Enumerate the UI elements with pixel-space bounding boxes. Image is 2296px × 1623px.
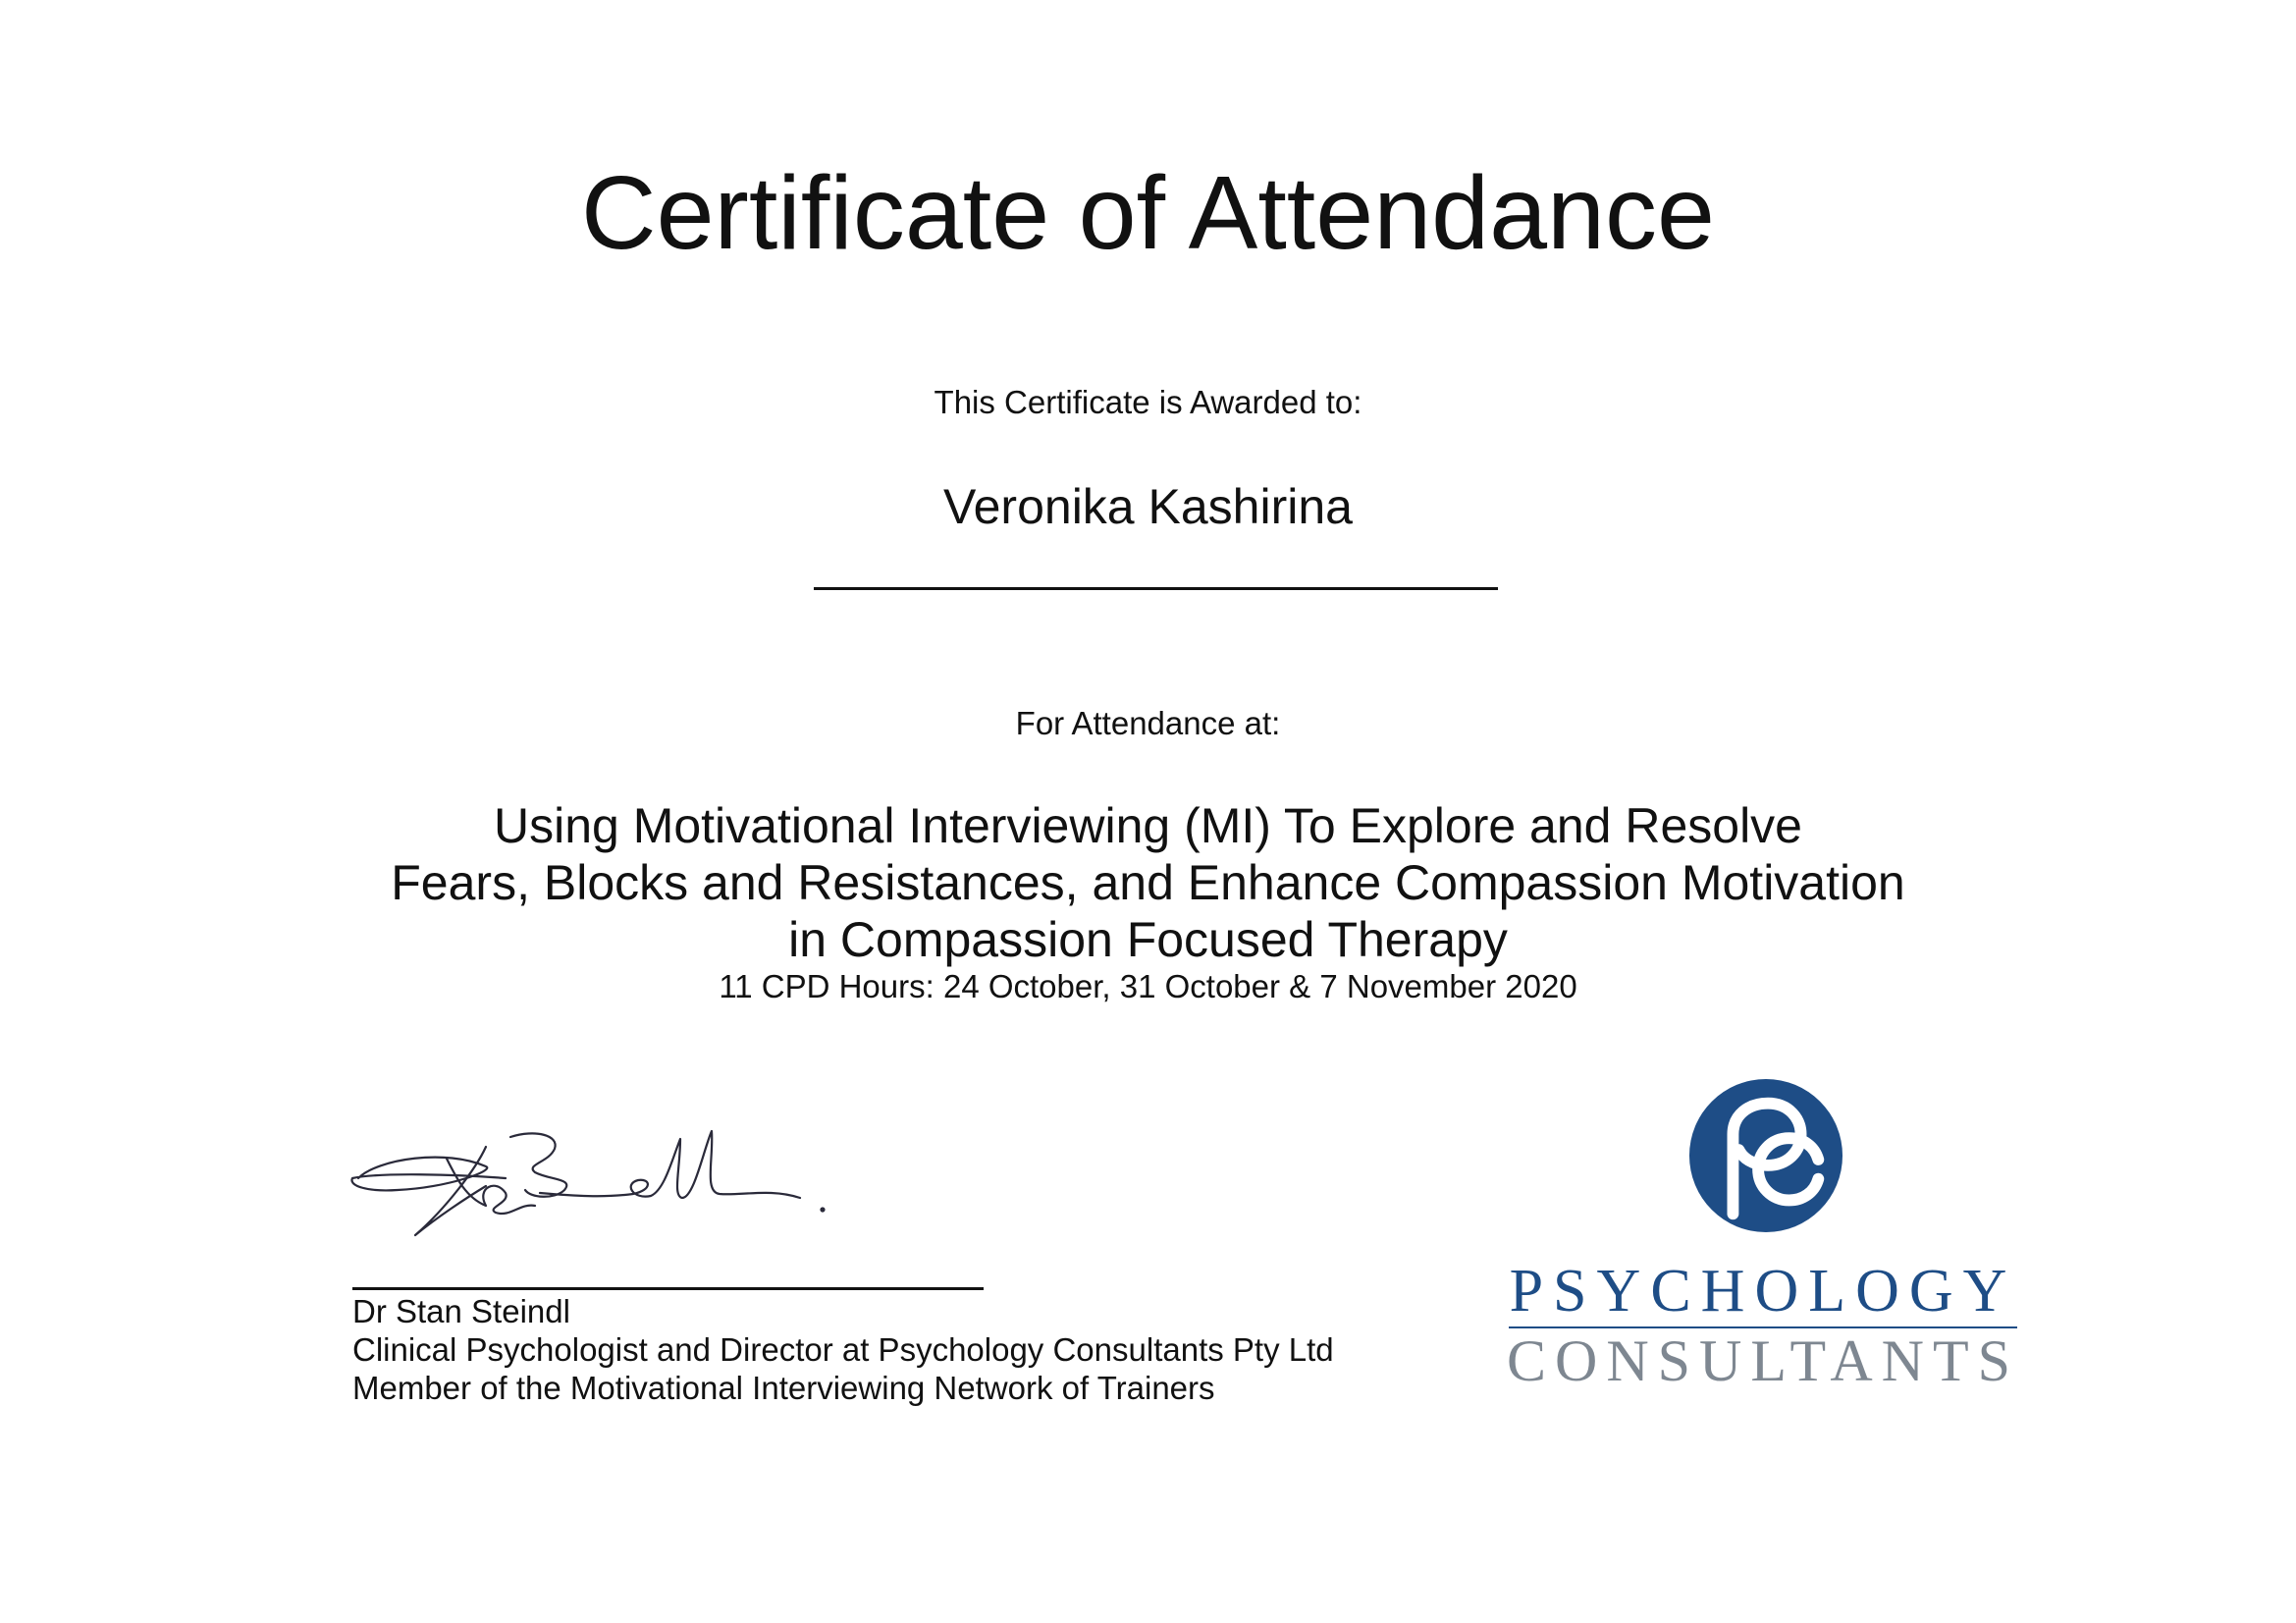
signatory-role: Clinical Psychologist and Director at Psychology Consultants Pty Ltd	[352, 1331, 1334, 1368]
signatory-name: Dr Stan Steindl	[352, 1293, 570, 1329]
course-title-line: Fears, Blocks and Resistances, and Enhance Compassion Motivation	[391, 855, 1905, 910]
pc-logo-icon	[1688, 1078, 1843, 1233]
course-title-line: in Compassion Focused Therapy	[788, 912, 1508, 967]
logo-wordmark-psychology: PSYCHOLOGY	[1509, 1258, 2017, 1325]
recipient-underline	[814, 587, 1498, 590]
recipient-name: Veronika Kashirina	[943, 479, 1353, 534]
course-title	[0, 797, 2296, 968]
attendance-label: For Attendance at:	[1015, 705, 1281, 741]
signatory-block	[352, 1292, 1334, 1407]
signature-image	[339, 1119, 839, 1257]
awarded-label: This Certificate is Awarded to:	[934, 384, 1362, 420]
logo-wordmark-consultants: CONSULTANTS	[1506, 1328, 2020, 1393]
signature-underline	[352, 1287, 984, 1290]
certificate-title: Certificate of Attendance	[581, 155, 1715, 271]
course-title-line: Using Motivational Interviewing (MI) To Explore and Resolve	[493, 798, 1802, 853]
signatory-membership: Member of the Motivational Interviewing Network of Trainers	[352, 1370, 1215, 1406]
cpd-hours: 11 CPD Hours: 24 October, 31 October & 7 November 2020	[719, 968, 1577, 1004]
